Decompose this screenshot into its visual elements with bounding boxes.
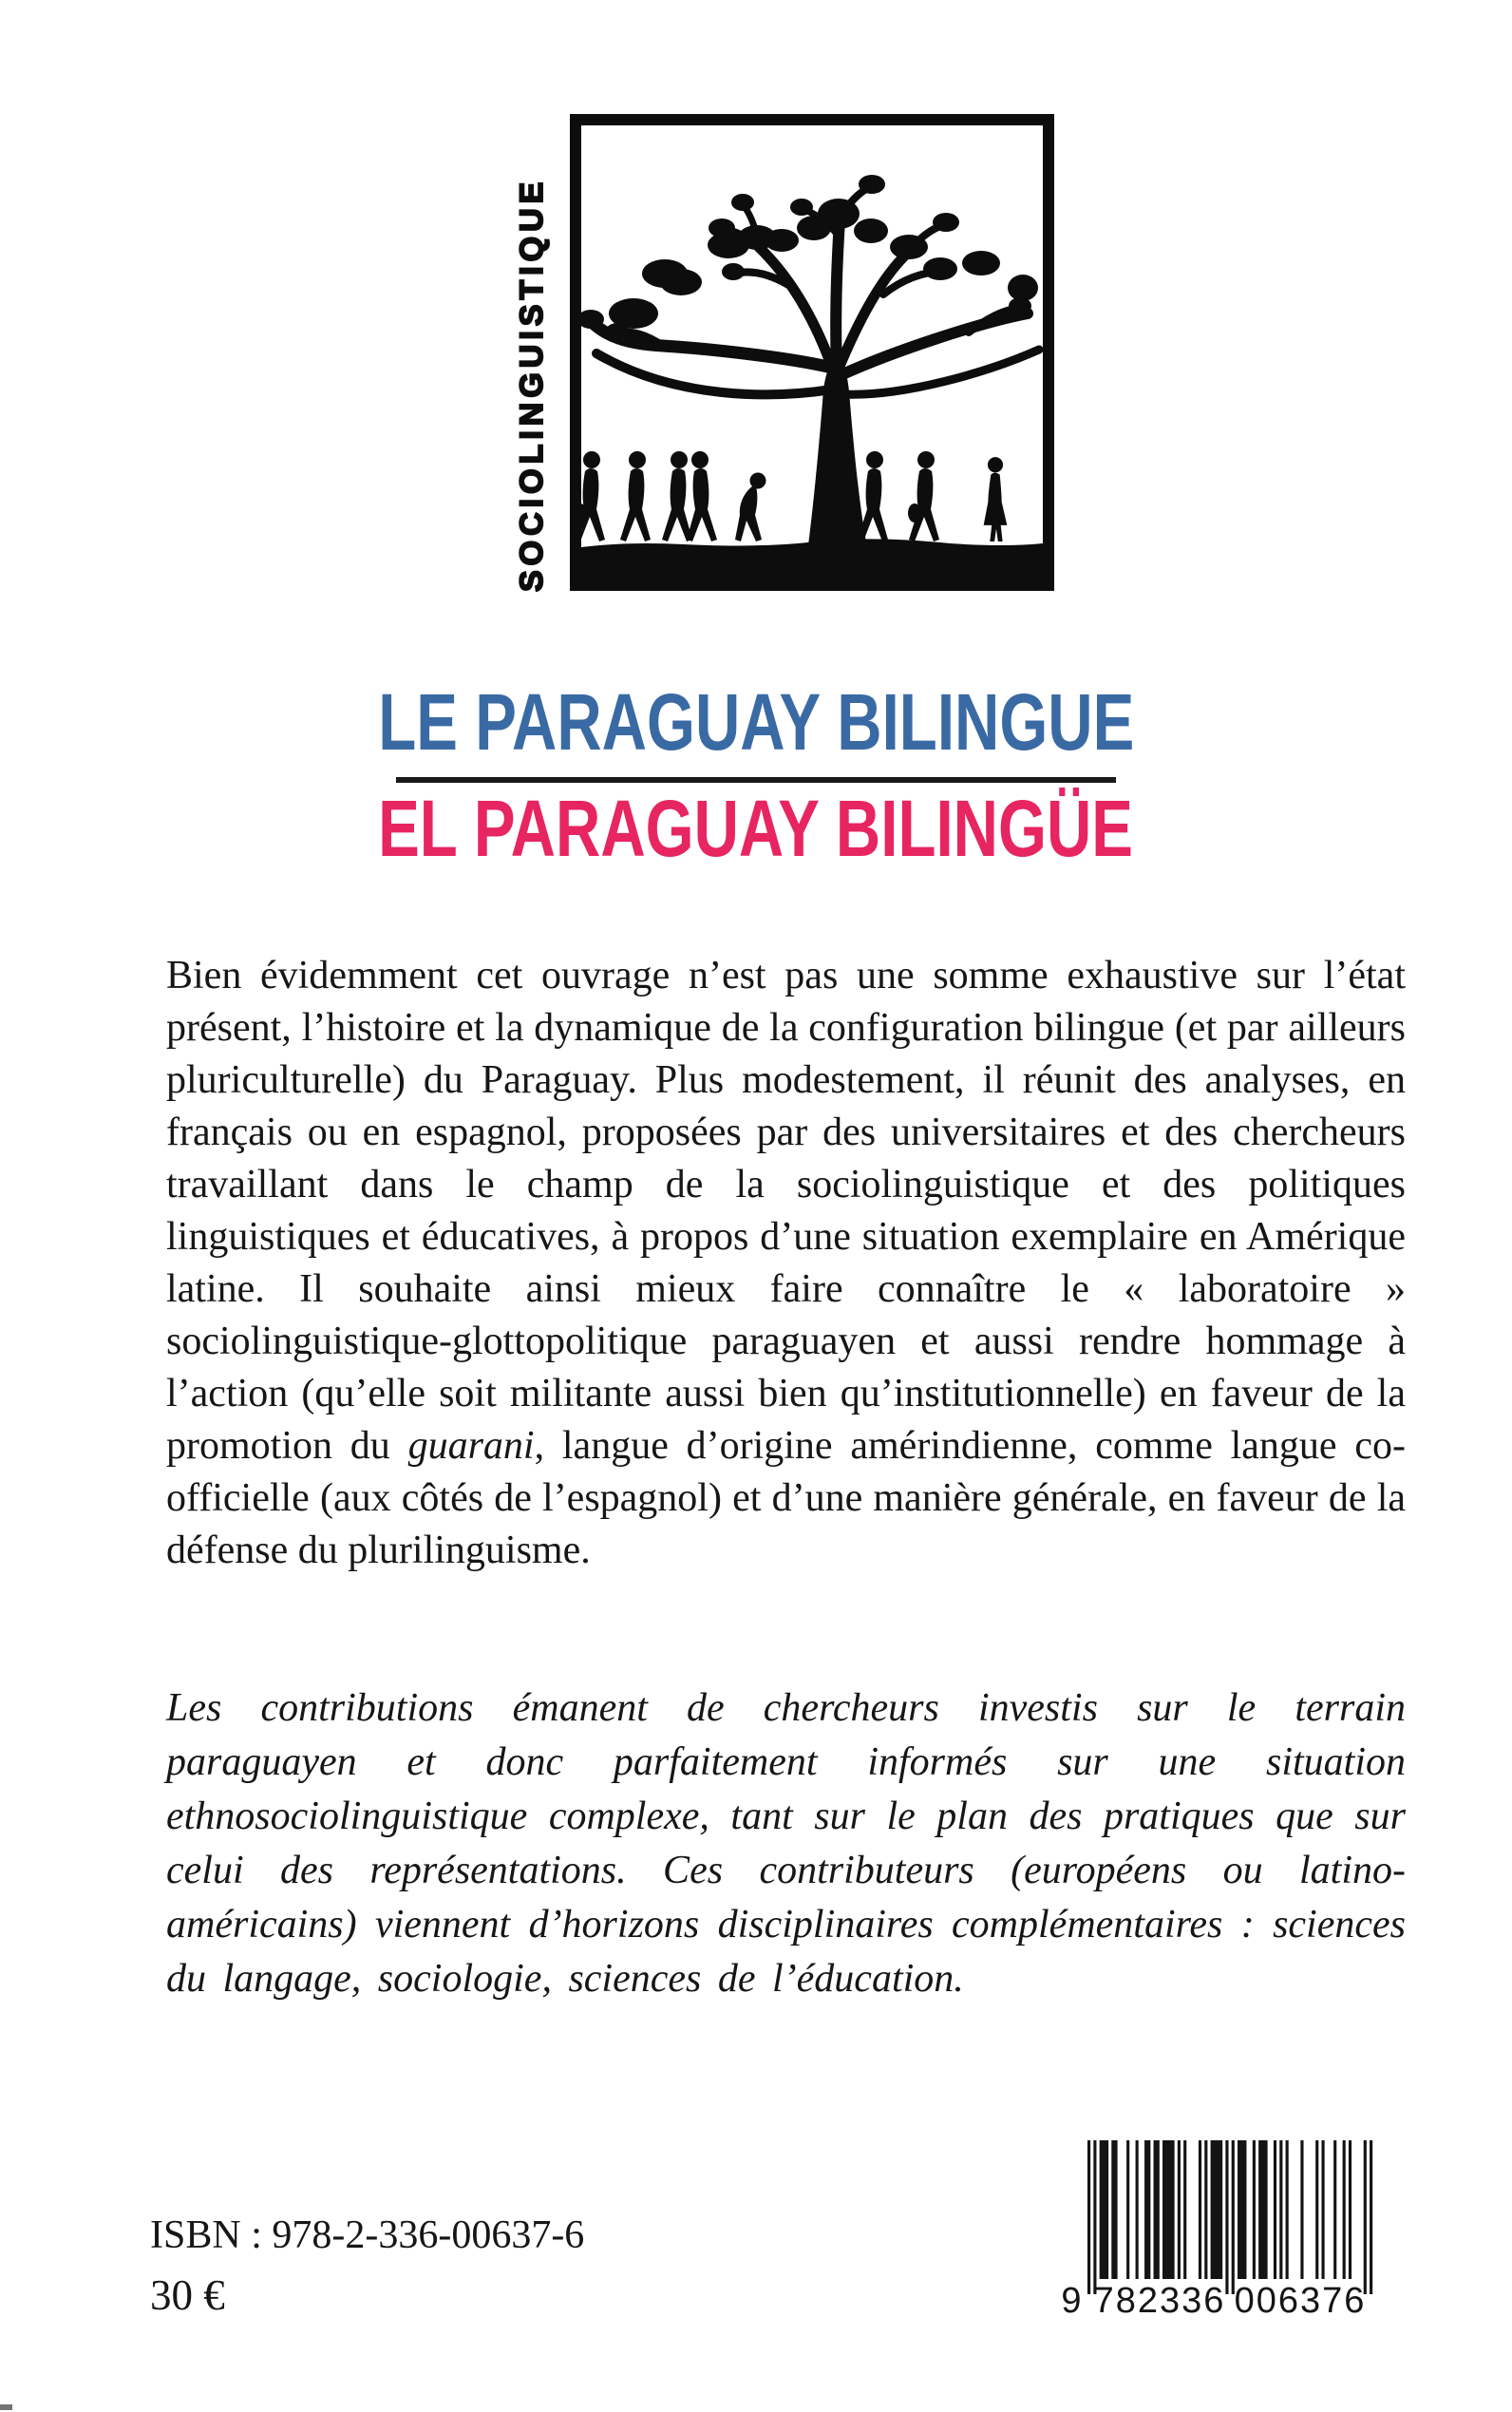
title-divider — [396, 777, 1116, 783]
contributors-paragraph: Les contributions émanent de chercheurs investis sur le terrain paraguayen et donc parfaitement informés sur une situation ethnosociolinguistique complexe, tant sur le plan des pratiques que sur celui des représentations. Ces contributeurs (européens ou latino-américains) viennent d’horizons disciplinaires complémentaires : sciences du langage, sociologie, sciences de l’éducation. — [166, 1686, 1406, 2001]
collection-name-vertical: SOCIOLINGUISTIQUE — [514, 177, 550, 592]
collection-logo — [570, 114, 1054, 591]
ean13-barcode — [1057, 2140, 1399, 2316]
ground-band — [581, 539, 1043, 579]
price-text: 30 € — [150, 2271, 225, 2319]
title-spanish: EL PARAGUAY BILINGÜE — [378, 784, 1134, 873]
barcode-bars — [1057, 2140, 1399, 2316]
corner-crop-mark — [0, 2404, 12, 2410]
guarani-italic-word: guarani — [407, 1424, 535, 1468]
svg-text:9: 9 — [1061, 2281, 1084, 2316]
isbn-text: ISBN : 978-2-336-00637-6 — [150, 2213, 585, 2257]
people-silhouettes — [574, 451, 1007, 541]
synopsis-paragraph — [166, 950, 1406, 1577]
tree-people-illustration — [570, 114, 1054, 591]
title-spanish-row — [0, 784, 1512, 873]
title-french-row — [0, 677, 1512, 767]
svg-text:006376: 006376 — [1234, 2281, 1367, 2316]
tree-trunk — [807, 357, 868, 553]
title-french: LE PARAGUAY BILINGUE — [377, 677, 1135, 767]
synopsis-text-end: , langue d’origine amérindienne, comme langue co-officielle (aux côtés de l’espagnol) et d’une manière générale, en faveur de la défense du plurilinguisme. — [166, 1424, 1406, 1572]
synopsis-text-start: Bien évidemment cet ouvrage n’est pas une somme exhaustive sur l’état présent, l’histoire et la dynamique de la configuration bilingue (et par ailleurs pluriculturelle) du Paraguay. Plus modestement, il réunit des analyses, en français ou en espagnol, proposées par des universitaires et des chercheurs travaillant dans le champ de la sociolinguistique et des politiques linguistiques et éducatives, à propos d’une situation exemplaire en Amérique latine. Il souhaite ainsi mieux faire connaître le « laboratoire » sociolinguistique-glottopolitique paraguayen et aussi rendre hommage à l’action (qu’elle soit militante aussi bien qu’institutionnelle) en faveur de la promotion du — [166, 954, 1406, 1468]
svg-text:782336: 782336 — [1093, 2281, 1226, 2316]
